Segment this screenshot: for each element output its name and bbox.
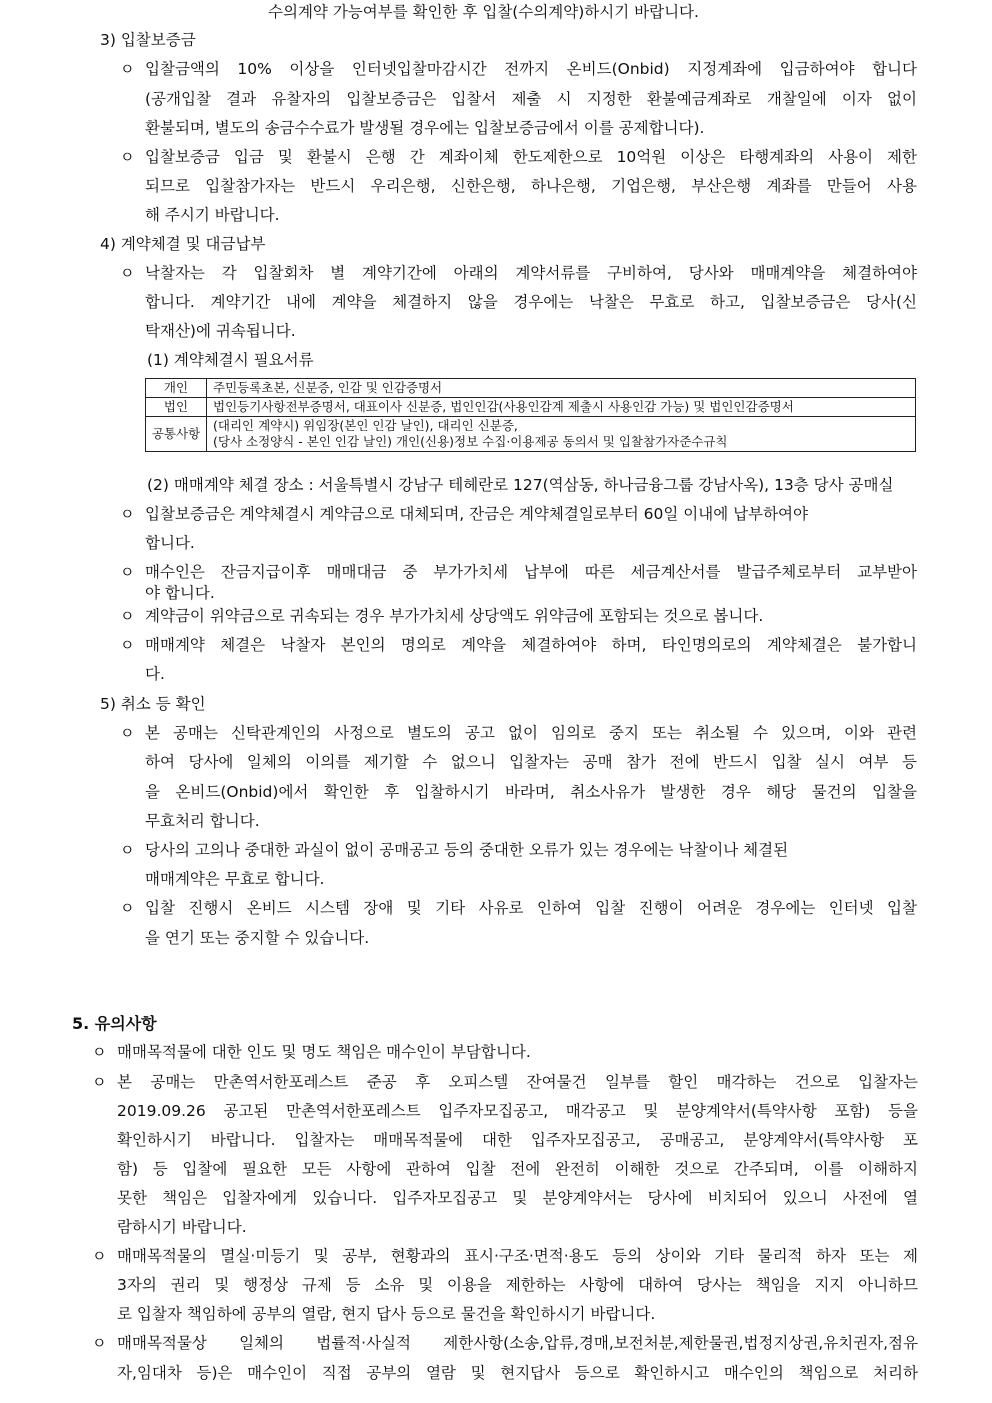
paragraph-line: 못한 책임은 입찰자에게 있습니다. 입주자모집공고 및 분양계약서는 당사에 비치되어 있으니 사전에 열 — [117, 1189, 918, 1207]
paragraph-line: 환불되며, 별도의 송금수수료가 발생될 경우에는 입찰보증금에서 이를 공제합니다). — [145, 119, 705, 137]
bullet-marker: ㅇ — [92, 1073, 107, 1091]
paragraph-line: 되므로 입찰참가자는 반드시 우리은행, 신한은행, 하나은행, 기업은행, 부산은행 계좌를 만들어 사용 — [145, 177, 917, 195]
paragraph-line: 람하시기 바랍니다. — [117, 1218, 247, 1236]
paragraph-line: 매수인은 잔금지급이후 매매대금 중 부가가치세 납부에 따른 세금계산서를 발급주체로부터 교부받아 — [145, 563, 917, 581]
paragraph-line: 을 온비드(Onbid)에서 확인한 후 입찰하시기 바라며, 취소사유가 발생한 경우 해당 물건의 입찰을 — [145, 783, 917, 801]
section-heading-notes: 5. 유의사항 — [72, 1014, 157, 1033]
paragraph-line: 매매목적물의 멸실·미등기 및 공부, 현황과의 표시·구조·면적·용도 등의 상이와 기타 물리적 하자 또는 제 — [117, 1247, 918, 1265]
paragraph-line: 합니다. — [145, 534, 195, 552]
paragraph-line: 합니다. 계약기간 내에 계약을 체결하지 않을 경우에는 낙찰은 무효로 하고, 입찰보증금은 당사(신 — [145, 293, 917, 311]
bullet-marker: ㅇ — [120, 899, 135, 917]
paragraph-line: 함) 등 입찰에 필요한 모든 사항에 관하여 입찰 전에 완전히 이해한 것으로 간주되며, 이를 이해하지 — [117, 1160, 918, 1178]
table-row — [146, 379, 916, 398]
paragraph-line: 다. — [145, 665, 165, 683]
paragraph-line: 입찰금액의 10% 이상을 인터넷입찰마감시간 전까지 온비드(Onbid) 지정계좌에 입금하여야 합니다 — [145, 60, 917, 78]
table-key-cell: 공통사항 — [146, 417, 207, 452]
paragraph-line: 매매목적물상 일체의 법률적·사실적 제한사항(소송,압류,경매,보전처분,제한물권,법정지상권,유치권자,점유 — [117, 1334, 918, 1352]
bullet-marker: ㅇ — [120, 264, 135, 282]
bullet-marker: ㅇ — [120, 563, 135, 581]
paragraph-line: 낙찰자는 각 입찰회차 별 계약기간에 아래의 계약서류를 구비하여, 당사와 매매계약을 체결하여야 — [145, 264, 917, 282]
subheading-required-documents: (1) 계약체결시 필요서류 — [147, 351, 314, 369]
paragraph-line: 매매계약 체결은 낙찰자 본인의 명의로 계약을 체결하여야 하며, 타인명의로의 계약체결은 불가합니 — [145, 636, 917, 654]
section-heading-cancellation: 5) 취소 등 확인 — [100, 695, 206, 713]
paragraph-line: 2019.09.26 공고된 만촌역서한포레스트 입주자모집공고, 매각공고 및 분양계약서(특약사항 포함) 등을 — [117, 1102, 918, 1120]
section-heading-bid-deposit: 3) 입찰보증금 — [100, 31, 196, 49]
table-key-cell: 개인 — [146, 379, 207, 398]
paragraph-line: 입찰 진행시 온비드 시스템 장애 및 기타 사유로 인하여 입찰 진행이 어려운 경우에는 인터넷 입찰 — [145, 899, 917, 917]
bullet-marker: ㅇ — [120, 841, 135, 859]
subheading-contract-location: (2) 매매계약 체결 장소 : 서울특별시 강남구 테헤란로 127(역삼동, 하나금융그룹 강남사옥), 13층 당사 공매실 — [147, 476, 894, 494]
section-heading-contract: 4) 계약체결 및 대금납부 — [100, 235, 266, 253]
paragraph-line: (공개입찰 결과 유찰자의 입찰보증금은 입찰서 제출 시 지정한 환불예금계좌로 개찰일에 이자 없이 — [145, 90, 917, 108]
paragraph-line: 계약금이 위약금으로 귀속되는 경우 부가가치세 상당액도 위약금에 포함되는 것으로 봅니다. — [145, 607, 764, 625]
table-value-cell: 주민등록초본, 신분증, 인감 및 인감증명서 — [207, 379, 916, 398]
paragraph-line: 본 공매는 만촌역서한포레스트 준공 후 오피스텔 잔여물건 일부를 할인 매각하는 건으로 입찰자는 — [117, 1073, 918, 1091]
bullet-marker: ㅇ — [120, 148, 135, 166]
bullet-marker: ㅇ — [92, 1334, 107, 1352]
table-value-cell: 법인등기사항전부증명서, 대표이사 신분증, 법인인감(사용인감계 제출시 사용인감 가능) 및 법인인감증명서 — [207, 398, 916, 417]
paragraph-line: 탁재산)에 귀속됩니다. — [145, 322, 296, 340]
bullet-marker: ㅇ — [92, 1043, 107, 1061]
paragraph-line: 을 연기 또는 중지할 수 있습니다. — [145, 929, 370, 947]
paragraph-line: 야 합니다. — [145, 584, 215, 602]
paragraph-line: 자,임대차 등)은 매수인이 직접 공부의 열람 및 현지답사 등으로 확인하시고 매수인의 책임으로 처리하 — [117, 1364, 918, 1382]
paragraph-line: 입찰보증금은 계약체결시 계약금으로 대체되며, 잔금은 계약체결일로부터 60일 이내에 납부하여야 — [145, 505, 808, 523]
table-value-line: (당사 소정양식 - 본인 인감 날인) 개인(신용)정보 수집·이용제공 동의서 및 입찰참가자준수규칙 — [213, 434, 728, 449]
table-key-cell: 법인 — [146, 398, 207, 417]
bullet-marker: ㅇ — [120, 60, 135, 78]
paragraph-line: 해 주시기 바랍니다. — [145, 206, 280, 224]
paragraph-line: 하여 당사에 일체의 이의를 제기할 수 없으니 입찰자는 공매 참가 전에 반드시 입찰 실시 여부 등 — [145, 753, 917, 771]
bullet-marker: ㅇ — [120, 505, 135, 523]
intro-line: 수의계약 가능여부를 확인한 후 입찰(수의계약)하시기 바랍니다. — [268, 3, 699, 21]
bullet-marker: ㅇ — [92, 1247, 107, 1265]
table-value-cell — [207, 417, 916, 452]
paragraph-line: 매매목적물에 대한 인도 및 명도 책임은 매수인이 부담합니다. — [117, 1043, 531, 1061]
table-row — [146, 398, 916, 417]
paragraph-line: 확인하시기 바랍니다. 입찰자는 매매목적물에 대한 입주자모집공고, 공매공고, 분양계약서(특약사항 포 — [117, 1131, 918, 1149]
paragraph-line: 3자의 권리 및 행정상 규제 등 소유 및 이용을 제한하는 사항에 대하여 당사는 책임을 지지 아니하므 — [117, 1276, 918, 1294]
table-value-line: (대리인 계약시) 위임장(본인 인감 날인), 대리인 신분증, — [213, 418, 518, 433]
paragraph-line: 무효처리 합니다. — [145, 812, 260, 830]
bullet-marker: ㅇ — [120, 724, 135, 742]
paragraph-line: 로 입찰자 책임하에 공부의 열람, 현지 답사 등으로 물건을 확인하시기 바랍니다. — [117, 1305, 656, 1323]
paragraph-line: 당사의 고의나 중대한 과실이 없이 공매공고 등의 중대한 오류가 있는 경우에는 낙찰이나 체결된 — [145, 841, 789, 859]
required-documents-table — [145, 378, 916, 452]
bullet-marker: ㅇ — [120, 607, 135, 625]
paragraph-line: 매매계약은 무효로 합니다. — [145, 870, 325, 888]
paragraph-line: 입찰보증금 입금 및 환불시 은행 간 계좌이체 한도제한으로 10억원 이상은 타행계좌의 사용이 제한 — [145, 148, 917, 166]
bullet-marker: ㅇ — [120, 636, 135, 654]
paragraph-line: 본 공매는 신탁관계인의 사정으로 별도의 공고 없이 임의로 중지 또는 취소될 수 있으며, 이와 관련 — [145, 724, 917, 742]
table-row — [146, 417, 916, 452]
